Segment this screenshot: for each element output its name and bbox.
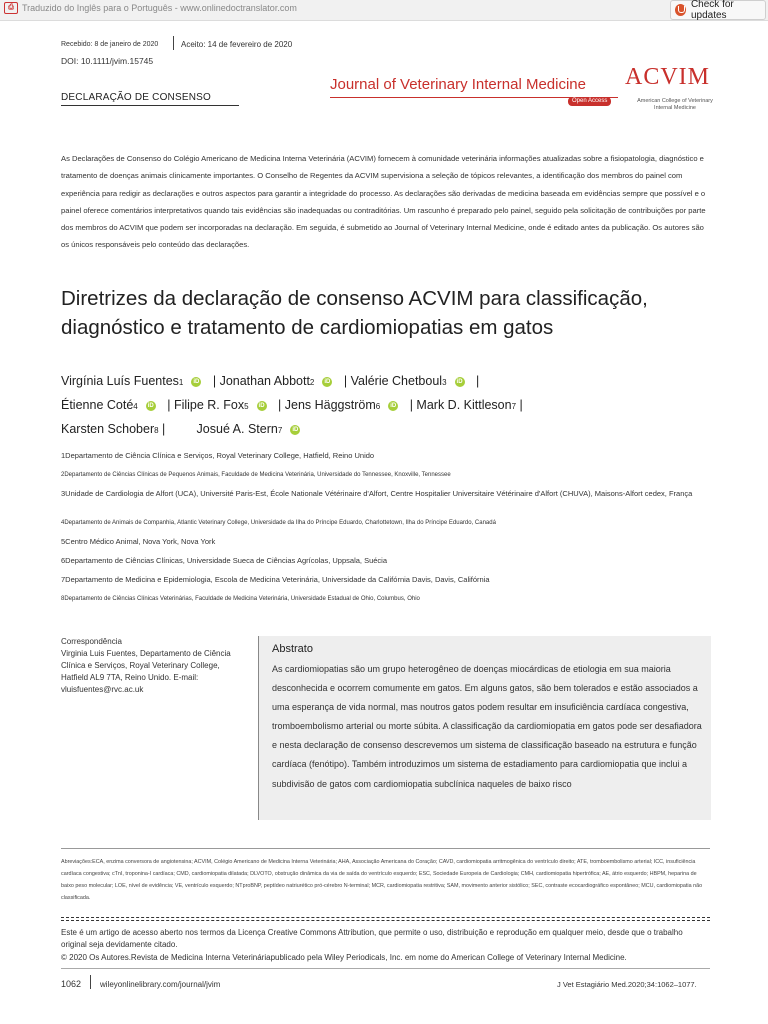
author-name: Virgínia Luís Fuentes [61,374,179,388]
author-name: Karsten Schober [61,422,155,436]
affiliation: 2Departamento de Ciências Clínicas de Pequenos Animais, Faculdade de Medicina Veterinária, Universidade do Tennessee, Knoxville, Tennessee [61,472,451,478]
author-name: Jens Häggström [284,398,376,412]
author-affiliation-number: 8 [154,426,159,435]
orcid-icon[interactable]: iD [292,426,299,433]
author[interactable] [61,374,209,388]
author-affiliation-number: 7 [511,402,517,411]
affiliation: 7Departamento de Medicina e Epidemiologia, Escola de Medicina Veterinária, Universidade da Califórnia Davis, Davis, Califórnia [61,575,490,584]
license-text: Este é um artigo de acesso aberto nos termos da Licença Creative Commons Attribution, que permite o uso, distribuição e reprodução em qualquer meio, desde que o trabalho original seja devidamente citado. [61,928,683,949]
author-name: Jonathan Abbott [219,374,310,388]
translator-text: Traduzido do Inglês para o Português - www.onlinedoctranslator.com [22,3,297,13]
consensus-intro: As Declarações de Consenso do Colégio Americano de Medicina Interna Veterinária (ACVIM) fornecem à comunidade veterinária informações atualizadas sobre a fisiopatologia, diagnóstico e tratamento de doenças animais clinicamente importantes. O Conselho de Regentes da ACVIM supervisiona a seleção de tópicos relevantes, a identificação dos membros do painel com experiência para redigir as declarações e outros aspectos para garantir a integridade do processo. As declarações são derivadas de medicina baseada em evidências sempre que possível e o painel oferece comentários interpretativos quando tais evidências são inadequadas ou contraditórias. Um rascunho é preparado pelo painel, seguido pela solicitação de contribuições por parte dos membros do ACVIM que podem ser incorporadas na declaração. Em seguida, é submetido ao Journal of Veterinary Internal Medicine, onde é editado antes da publicação. Os autores são os únicos responsáveis pelo conteúdo das declarações. [61,154,706,250]
author-affiliation-number: 3 [442,378,447,387]
affiliation: 3Unidade de Cardiologia de Alfort (UCA), Université Paris-Est, École Nationale Vétérinaire d'Alfort, Centre Hospitalier Universitaire Vétérinaire d'Alfort (CHUVA), Maisons-Alfort cedex, França [61,489,693,498]
author[interactable] [61,398,164,412]
orcid-icon[interactable]: iD [324,378,331,385]
author-name: Étienne Coté [61,398,134,412]
check-updates-icon [675,4,686,16]
acvim-logo: ACVIM [625,64,711,90]
divider [61,920,710,921]
orcid-icon[interactable]: iD [456,378,463,385]
abstract-body: As cardiomiopatias são um grupo heterogêneo de doenças miocárdicas de etiologia em sua maioria desconhecida e ocorrem comumente em gatos. Em alguns gatos, são bem tolerados e estão associados a uma esperança de vida normal, mas noutros gatos podem resultar em insuficiência cardíaca congestiva, tromboembolismo arterial ou morte súbita. A classificação da cardiomiopatia em gatos pode ser desafiadora e nesta declaração de consenso descrevemos um sistema de classificação baseado na estrutura e função cardíaca (fenótipo). Também introduzimos um sistema de estadiamento para cardiomiopatia que inclui a subdivisão de gatos com cardiomiopatia subclínica naqueles de baixo risco [272,664,702,789]
article-type: DECLARAÇÃO DE CONSENSO [61,92,211,103]
orcid-icon[interactable]: iD [193,378,200,385]
journal-name: Journal of Veterinary Internal Medicine [330,76,586,93]
check-for-updates-button[interactable] [670,0,766,20]
author-list: Virgínia Luís Fuentes1 iD | Jonathan Abbott2 iD | Valérie Chetboul3 iD | Étienne Coté4 iD | Filipe R. Fox5 iD | Jens Häggström6 iD | Mark D. Kittleson7 | Karsten Schober8 | Josué A. Stern7 iD [61,374,523,436]
author[interactable] [197,422,309,436]
footer-divider [90,975,91,989]
check-updates-label: Check for updates [690,0,734,21]
author[interactable] [351,374,473,388]
accepted-date: Aceito: 14 de fevereiro de 2020 [181,40,293,49]
orcid-icon[interactable]: iD [147,402,154,409]
translator-notice[interactable] [4,2,297,14]
author[interactable] [174,398,275,412]
author-affiliation-number: 1 [178,378,184,387]
author-affiliation-number: 5 [244,402,249,411]
received-date: Recebido: 8 de janeiro de 2020 [61,41,159,48]
author-affiliation-number: 2 [309,378,315,387]
page-number: 1062 [61,979,82,989]
divider [61,105,239,106]
doi[interactable]: DOI: 10.1111/jvim.15745 [61,56,154,66]
affiliation: 6Departamento de Ciências Clínicas, Universidade Sueca de Ciências Agrícolas, Uppsala, Suécia [61,556,388,565]
author-name: Josué A. Stern [196,422,278,436]
author-name: Valérie Chetboul [350,374,443,388]
divider [61,917,710,918]
affiliation: 4Departamento de Animais de Companhia, Atlantic Veterinary College, Universidade da Ilha do Príncipe Eduardo, Charlottetown, Ilha do Príncipe Eduardo, Canadá [61,520,496,526]
author[interactable] [285,398,406,412]
divider [61,968,710,969]
correspondence-heading: Correspondência [61,637,122,646]
divider [61,848,710,849]
author-name: Filipe R. Fox [173,398,245,412]
author[interactable] [61,422,159,436]
author-affiliation-number: 4 [133,402,138,411]
affiliation: 5Centro Médico Animal, Nova York, Nova York [61,537,216,546]
author-name: Mark D. Kittleson [416,398,512,412]
abstract-heading: Abstrato [272,643,313,655]
orcid-icon[interactable]: iD [390,402,397,409]
orcid-icon[interactable]: iD [258,402,265,409]
journal-url[interactable]: wileyonlinelibrary.com/journal/jvim [100,980,221,989]
abbreviations: Abreviações:ECA, enzima conversora de angiotensina; ACVIM, Colégio Americano de Medicina Interna Veterinária; AHA, Associação Americana do Coração; CAVD, cardiomiopatia arritmogênica do ventrículo direito; ATE, tromboembolismo arterial; ICC, insuficiência cardíaca congestiva; cTnI, troponina-I cardíaca; CMD, cardiomiopatia dilatada; DLVOTO, obstrução dinâmica da via de saída do ventrículo esquerdo; ESC, Sociedade Europeia de Cardiologia; CMH, cardiomiopatia hipertrófica; AE, átrio esquerdo; HBPM, heparina de baixo peso molecular; LOE, nível de evidência; VE, ventrículo esquerdo; NTproBNP, peptídeo natriurético pró-cérebro N-terminal; MCR, cardiomiopatia restritiva; SAM, movimento anterior sistólico; SEC, contraste ecocardiográfico espontâneo; MCU, cardiomiopatia não classificada. [61,859,703,901]
correspondence-body: Virginia Luis Fuentes, Departamento de Ciência Clínica e Serviços, Royal Veterinary College, Hatfield AL9 7TA, Reino Unido. E-mail: vluisfuentes@rvc.ac.uk [61,649,231,694]
author-affiliation-number: 6 [375,402,381,411]
affiliation: 1Departamento de Ciência Clínica e Serviços, Royal Veterinary College, Hatfield, Reino Unido [61,451,375,460]
copyright-text: © 2020 Os Autores.Revista de Medicina Interna Veterináriapublicado pela Wiley Periodicals, Inc. em nome do American College of Veterinary Internal Medicine. [61,953,627,962]
author-affiliation-number: 7 [277,426,283,435]
open-access-badge: Open Access [568,97,611,106]
author[interactable] [416,398,516,412]
header-divider [173,36,174,50]
acvim-subtitle: American College of Veterinary Internal Medicine [637,98,713,111]
document-icon: ⎙ [4,2,18,14]
author[interactable] [220,374,341,388]
affiliation: 8Departamento de Ciências Clínicas Veterinárias, Faculdade de Medicina Veterinária, Universidade Estadual de Ohio, Columbus, Ohio [61,596,420,602]
article-title: Diretrizes da declaração de consenso ACVIM para classificação, diagnóstico e tratamento de cardiomiopatias em gatos [61,287,648,339]
citation: J Vet Estagiário Med.2020;34:1062–1077. [557,980,697,989]
